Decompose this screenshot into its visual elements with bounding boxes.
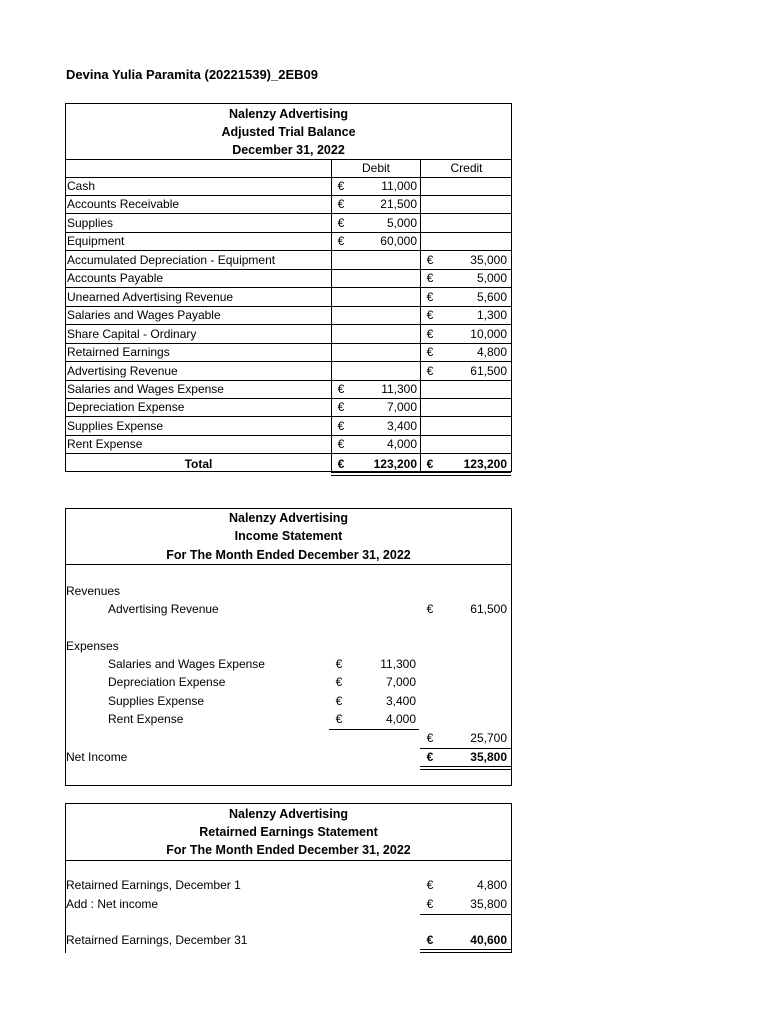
is-revenue-currency: €: [426, 602, 434, 616]
tb-debit-currency: €: [337, 437, 345, 452]
tb-account-name: Supplies: [67, 215, 114, 230]
tb-date: December 31, 2022: [232, 143, 345, 157]
tb-debit-currency: €: [337, 197, 345, 212]
tb-credit-currency: €: [426, 308, 434, 323]
is-period: For The Month Ended December 31, 2022: [166, 548, 411, 562]
tb-credit-amount: 10,000: [470, 326, 507, 341]
is-expense-amount: 4,000: [385, 711, 416, 726]
re-sum-rule: [420, 914, 511, 915]
is-expense-name: Salaries and Wages Expense: [108, 657, 265, 671]
tb-debit-amount: 60,000: [380, 234, 417, 249]
tb-row-divider: [66, 213, 511, 214]
tb-debit-amount: 21,500: [380, 197, 417, 212]
is-total-exp-currency: €: [426, 731, 434, 745]
tb-credit-currency: €: [426, 252, 434, 267]
tb-debit-currency: €: [337, 179, 345, 193]
tb-debit-currency: €: [337, 400, 345, 415]
tb-account-name: Rent Expense: [67, 437, 143, 452]
is-expense-currency: €: [335, 693, 343, 708]
tb-credit-currency: €: [426, 326, 434, 341]
tb-debit-amount: 4,000: [386, 437, 417, 452]
is-expense-amount: 3,400: [385, 693, 416, 708]
tb-account-name: Unearned Advertising Revenue: [67, 289, 234, 304]
re-row-currency: €: [426, 897, 434, 911]
tb-debit-amount: 7,000: [386, 400, 417, 415]
tb-company: Nalenzy Advertising: [228, 107, 348, 121]
tb-account-name: Cash: [67, 179, 96, 193]
is-expense-currency: €: [335, 657, 343, 671]
tb-credit-amount: 5,000: [476, 271, 507, 286]
tb-account-name: Depreciation Expense: [67, 400, 185, 415]
re-title: Retairned Earnings Statement: [199, 825, 378, 839]
is-expense-name: Depreciation Expense: [108, 675, 226, 690]
tb-debit-amount: 11,000: [381, 179, 417, 193]
is-expense-currency: €: [335, 675, 343, 690]
tb-credit-amount: 1,300: [476, 308, 507, 323]
author-name: Devina Yulia Paramita (20221539)_2EB09: [66, 67, 318, 82]
tb-debit-currency: €: [337, 234, 345, 249]
tb-account-name: Equipment: [67, 234, 125, 249]
tb-row-divider: [66, 232, 511, 233]
re-row-currency: €: [426, 878, 434, 892]
tb-total-credit-currency: €: [426, 456, 434, 471]
tb-account-name: Salaries and Wages Expense: [67, 381, 224, 396]
is-expense-name: Rent Expense: [108, 711, 184, 726]
tb-account-name: Accounts Payable: [67, 271, 164, 286]
re-ending-label: Retairned Earnings, December 31: [66, 933, 248, 947]
re-ending-currency: €: [426, 933, 434, 947]
is-revenue-amount: 61,500: [470, 602, 507, 616]
tb-account-name: Retairned Earnings: [67, 345, 170, 360]
tb-account-name: Salaries and Wages Payable: [67, 308, 221, 323]
tb-credit-amount: 5,600: [476, 289, 507, 304]
tb-credit-amount: 61,500: [470, 363, 507, 378]
tb-total-debit-currency: €: [337, 456, 345, 471]
re-period: For The Month Ended December 31, 2022: [166, 843, 411, 857]
re-row-amount: 35,800: [470, 897, 507, 911]
re-row-amount: 4,800: [476, 878, 507, 892]
is-revenue-item: Advertising Revenue: [108, 602, 219, 616]
tb-total-credit: 123,200: [463, 456, 507, 471]
is-revenues-label: Revenues: [66, 584, 121, 598]
tb-credit-currency: €: [426, 289, 434, 304]
is-expense-amount: 11,300: [380, 657, 416, 671]
tb-total-double-rule: [331, 472, 511, 476]
retained-earnings-table: [65, 803, 512, 953]
is-net-income: 35,800: [470, 750, 507, 764]
is-expenses-label: Expenses: [66, 639, 119, 653]
tb-credit-amount: 4,800: [476, 345, 507, 360]
tb-debit-amount: 3,400: [386, 418, 417, 433]
tb-account-name: Supplies Expense: [67, 418, 164, 433]
tb-total-label: Total: [184, 456, 213, 471]
tb-account-name: Accounts Receivable: [67, 197, 180, 212]
tb-debit-currency: €: [337, 381, 345, 396]
tb-total-top-rule: [331, 453, 511, 456]
tb-credit-amount: 35,000: [470, 252, 507, 267]
tb-credit-currency: €: [426, 271, 434, 286]
is-expense-currency: €: [335, 711, 343, 726]
is-total-expenses: 25,700: [470, 731, 507, 745]
re-company: Nalenzy Advertising: [228, 807, 348, 821]
is-net-income-label: Net Income: [66, 750, 128, 764]
tb-account-name: Advertising Revenue: [67, 363, 178, 378]
tb-col-credit: Credit: [450, 161, 483, 175]
re-row-label: Add : Net income: [66, 897, 159, 911]
tb-title: Adjusted Trial Balance: [221, 125, 356, 139]
tb-debit-currency: €: [337, 418, 345, 433]
re-ending-amount: 40,600: [470, 933, 507, 947]
trial-balance-table: [65, 103, 512, 472]
income-statement-table: [65, 508, 512, 786]
tb-credit-currency: €: [426, 363, 434, 378]
is-expense-name: Supplies Expense: [108, 693, 205, 708]
is-title: Income Statement: [234, 529, 343, 543]
tb-col-debit: Debit: [361, 161, 390, 175]
re-row-label: Retairned Earnings, December 1: [66, 878, 241, 892]
tb-account-name: Accumulated Depreciation - Equipment: [67, 252, 276, 267]
is-company: Nalenzy Advertising: [228, 511, 348, 525]
is-net-currency: €: [426, 750, 434, 764]
is-expense-amount: 7,000: [385, 675, 416, 690]
tb-account-name: Share Capital - Ordinary: [67, 326, 197, 341]
tb-debit-currency: €: [337, 215, 345, 230]
tb-credit-currency: €: [426, 345, 434, 360]
tb-total-debit: 123,200: [373, 456, 417, 471]
tb-debit-amount: 11,300: [381, 381, 417, 396]
tb-header-divider: [66, 177, 511, 178]
tb-debit-amount: 5,000: [386, 215, 417, 230]
